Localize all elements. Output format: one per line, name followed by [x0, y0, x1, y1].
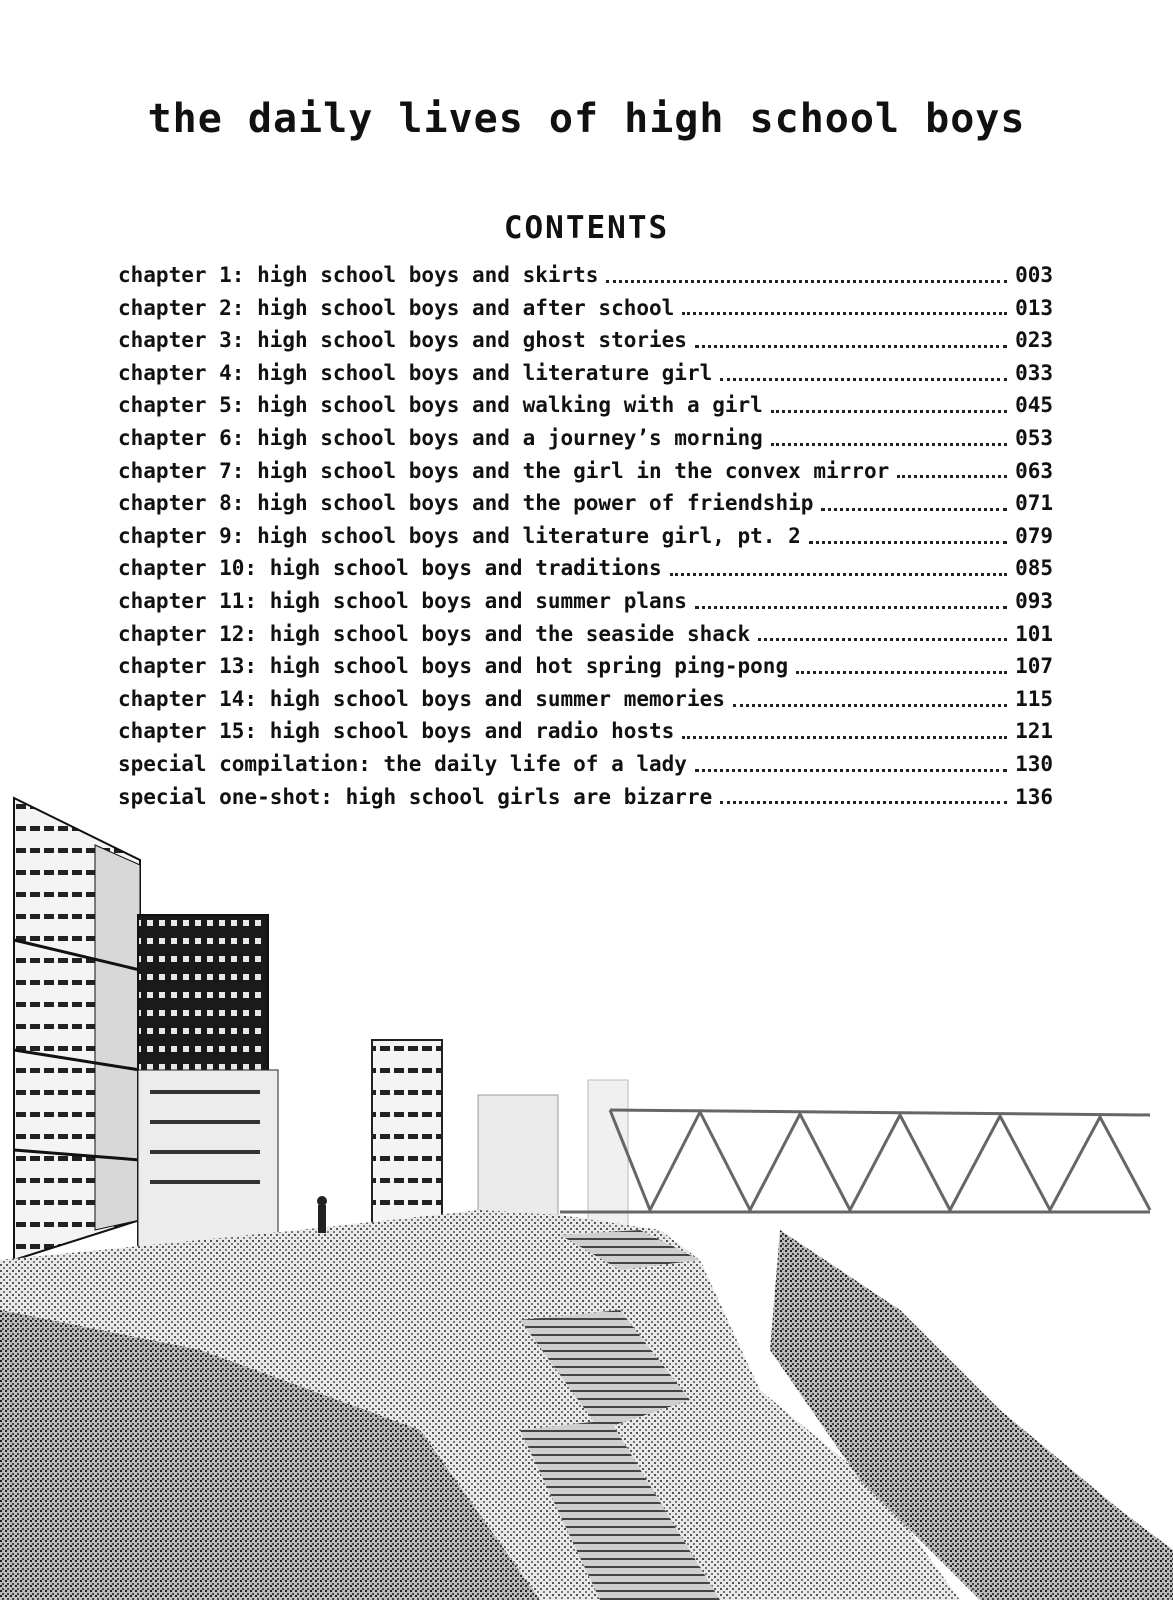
- toc-entry-page: 053: [1015, 425, 1053, 450]
- dot-leader: [695, 769, 1007, 772]
- toc-entry: [118, 719, 1053, 752]
- toc-entry: [118, 752, 1053, 785]
- toc-entry-label: chapter 4: high school boys and literature girl: [118, 360, 713, 385]
- toc-entry-label: special compilation: the daily life of a lady: [118, 751, 687, 776]
- dot-leader: [682, 312, 1007, 315]
- toc-entry-page: 101: [1015, 621, 1053, 646]
- dot-leader: [733, 704, 1007, 707]
- toc-entry-label: chapter 7: high school boys and the girl in the convex mirror: [118, 458, 890, 483]
- toc-entry-label: chapter 14: high school boys and summer memories: [118, 686, 725, 711]
- toc-entry: [118, 459, 1053, 492]
- toc-entry-page: 003: [1015, 263, 1053, 287]
- dark-tower: [138, 915, 278, 1250]
- book-title: the daily lives of high school boys: [147, 96, 1026, 142]
- toc-entry-page: 085: [1015, 556, 1053, 581]
- toc-entry-page: 033: [1015, 360, 1053, 385]
- person-figure: [317, 1196, 327, 1233]
- dot-leader: [606, 280, 1007, 283]
- riverside-illustration: [0, 790, 1173, 1600]
- dot-leader: [695, 345, 1007, 348]
- dot-leader: [809, 541, 1007, 544]
- toc-entry-page: 130: [1015, 751, 1053, 776]
- toc-entry: [118, 491, 1053, 524]
- toc-entry-label: chapter 11: high school boys and summer plans: [118, 588, 687, 613]
- toc-entry-label: chapter 1: high school boys and skirts: [118, 263, 599, 287]
- toc-entry-label: chapter 3: high school boys and ghost stories: [118, 328, 687, 353]
- toc-entry-label: chapter 6: high school boys and a journey’s morning: [118, 425, 763, 450]
- toc-entry-page: 121: [1015, 719, 1053, 744]
- toc-entry-label: chapter 5: high school boys and walking with a girl: [118, 393, 763, 418]
- truss-bridge: [560, 1110, 1150, 1212]
- table-of-contents: [118, 263, 1053, 817]
- toc-entry-page: 013: [1015, 295, 1053, 320]
- toc-entry: [118, 687, 1053, 720]
- toc-entry-page: 115: [1015, 686, 1053, 711]
- toc-entry: [118, 622, 1053, 655]
- dot-leader: [670, 573, 1007, 576]
- toc-entry-page: 045: [1015, 393, 1053, 418]
- dot-leader: [758, 638, 1007, 641]
- toc-entry: [118, 328, 1053, 361]
- toc-entry-label: chapter 2: high school boys and after school: [118, 295, 675, 320]
- toc-entry-label: chapter 15: high school boys and radio hosts: [118, 719, 675, 744]
- toc-entry-page: 063: [1015, 458, 1053, 483]
- toc-entry: [118, 524, 1053, 557]
- contents-heading: CONTENTS: [503, 210, 670, 246]
- apartment-building: [14, 798, 140, 1260]
- toc-entry-page: 107: [1015, 654, 1053, 679]
- toc-entry-page: 071: [1015, 491, 1053, 516]
- toc-entry: [118, 263, 1053, 296]
- dot-leader: [771, 410, 1007, 413]
- toc-entry: [118, 589, 1053, 622]
- dot-leader: [720, 378, 1007, 381]
- dot-leader: [771, 443, 1007, 446]
- toc-entry: [118, 393, 1053, 426]
- toc-entry-label: chapter 9: high school boys and literature girl, pt. 2: [118, 523, 801, 548]
- toc-entry-page: 093: [1015, 588, 1053, 613]
- toc-entry-label: special one-shot: high school girls are bizarre: [118, 784, 713, 809]
- dot-leader: [682, 736, 1007, 739]
- toc-entry-page: 023: [1015, 328, 1053, 353]
- dot-leader: [897, 475, 1007, 478]
- dot-leader: [695, 606, 1007, 609]
- dot-leader: [821, 508, 1007, 511]
- toc-entry-page: 136: [1015, 784, 1053, 809]
- toc-entry-page: 079: [1015, 523, 1053, 548]
- dot-leader: [796, 671, 1007, 674]
- toc-entry-label: chapter 10: high school boys and traditions: [118, 556, 662, 581]
- toc-entry-label: chapter 12: high school boys and the seaside shack: [118, 621, 751, 646]
- toc-entry: [118, 654, 1053, 687]
- toc-entry: [118, 361, 1053, 394]
- toc-entry-label: chapter 13: high school boys and hot spring ping-pong: [118, 654, 789, 679]
- toc-entry: [118, 556, 1053, 589]
- toc-entry: [118, 296, 1053, 329]
- toc-entry-label: chapter 8: high school boys and the power of friendship: [118, 491, 814, 516]
- toc-entry: [118, 426, 1053, 459]
